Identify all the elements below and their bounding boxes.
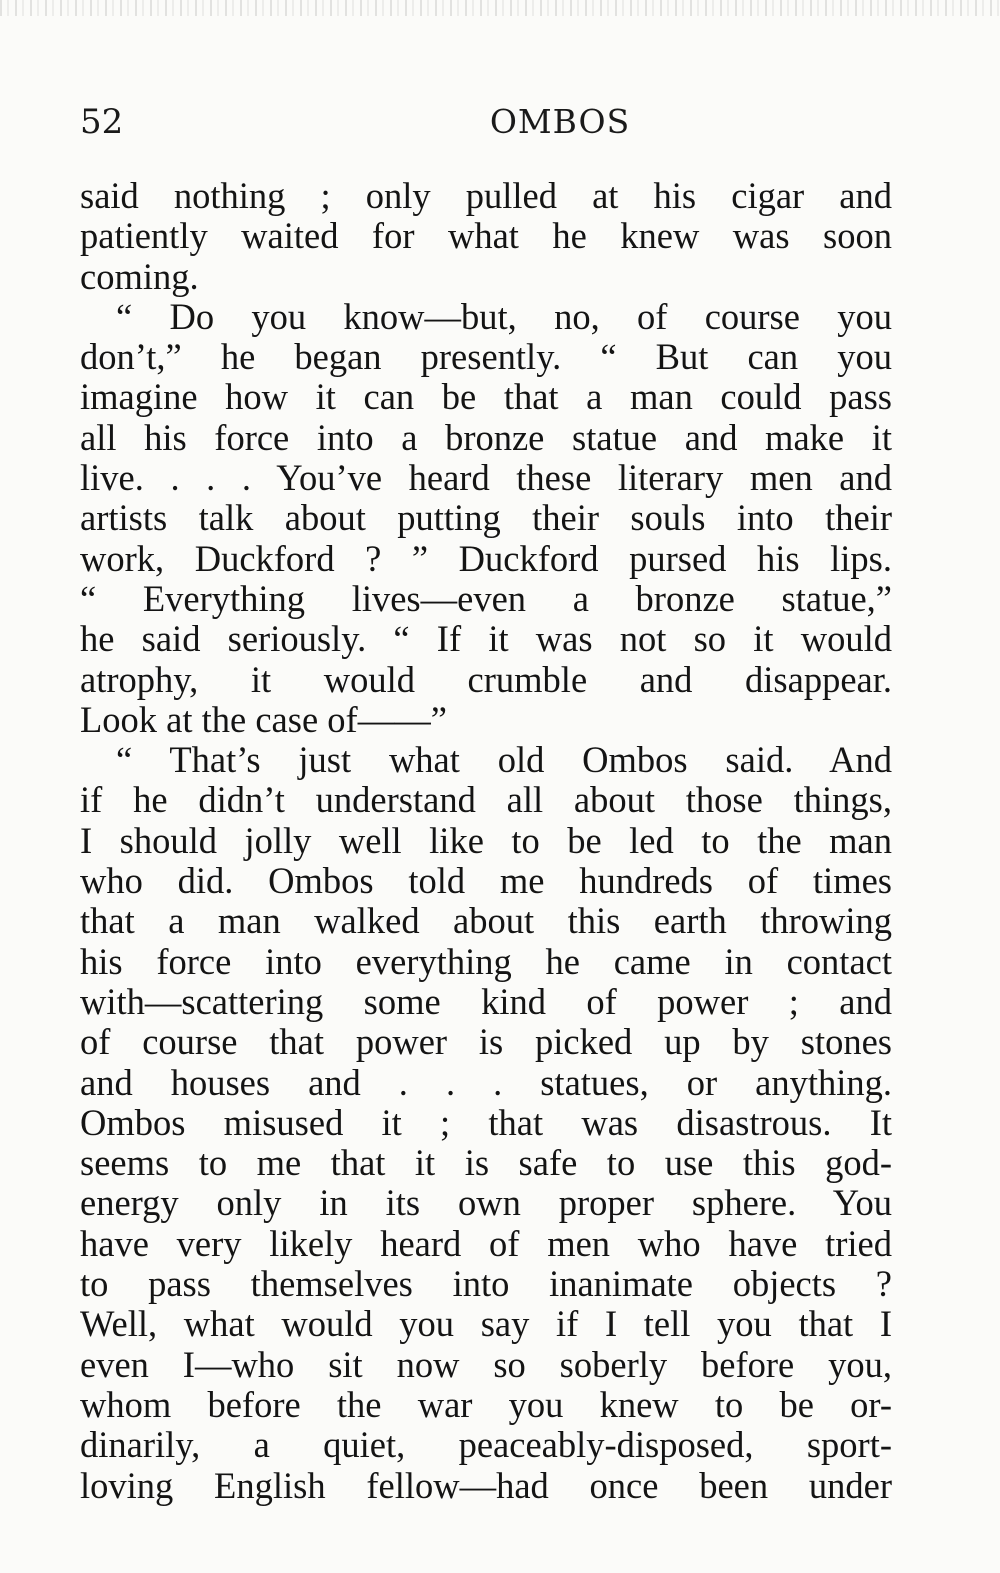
text-line: if he didn’t understand all about those things,: [80, 779, 892, 821]
text-line: loving English fellow—had once been under: [80, 1464, 892, 1506]
text-line: dinarily, a quiet, peaceably-disposed, sport-: [80, 1424, 892, 1466]
text-line: Look at the case of——”: [80, 698, 447, 740]
scanned-page-edge: [0, 0, 1000, 16]
text-line: energy only in its own proper sphere. You: [80, 1182, 892, 1224]
text-line: Well, what would you say if I tell you that I: [80, 1303, 892, 1345]
running-title: OMBOS: [489, 102, 631, 141]
text-line: said nothing ; only pulled at his cigar and: [80, 175, 892, 216]
text-line: artists talk about putting their souls into their: [80, 497, 892, 539]
text-line: have very likely heard of men who have tried: [80, 1222, 892, 1264]
text-line: that a man walked about this earth throwing: [80, 900, 892, 942]
text-line: his force into everything he came in contact: [80, 940, 892, 982]
text-line: with—scattering some kind of power ; and: [80, 980, 892, 1022]
text-line: seems to me that it is safe to use this god-: [80, 1142, 892, 1184]
text-line: don’t,” he began presently. “ But can you: [80, 336, 892, 378]
text-line: atrophy, it would crumble and disappear.: [80, 658, 892, 700]
text-line: whom before the war you knew to be or-: [80, 1383, 892, 1425]
text-line: to pass themselves into inanimate objects ?: [80, 1263, 892, 1305]
page-header: [80, 98, 892, 148]
text-line: coming.: [80, 255, 199, 297]
text-line: he said seriously. “ If it was not so it would: [80, 618, 892, 660]
text-line: patiently waited for what he knew was soon: [80, 215, 892, 257]
text-line: “ That’s just what old Ombos said. And: [116, 739, 892, 781]
text-line: who did. Ombos told me hundreds of times: [80, 860, 892, 902]
text-line: of course that power is picked up by stones: [80, 1021, 892, 1063]
text-line: I should jolly well like to be led to the man: [80, 819, 892, 861]
text-line: even I—who sit now so soberly before you,: [80, 1343, 892, 1385]
text-line: “ Do you know—but, no, of course you: [116, 295, 892, 337]
page-number: 52: [80, 102, 124, 142]
text-line: Ombos misused it ; that was disastrous. It: [80, 1101, 892, 1143]
text-line: and houses and . . . statues, or anything.: [80, 1061, 892, 1103]
text-line: “ Everything lives—even a bronze statue,”: [80, 577, 892, 619]
body-text: [80, 176, 892, 1506]
text-line: imagine how it can be that a man could pass: [80, 376, 892, 418]
text-line: work, Duckford ? ” Duckford pursed his lips.: [80, 537, 892, 579]
text-line: live. . . . You’ve heard these literary men and: [80, 457, 892, 499]
text-line: all his force into a bronze statue and make it: [80, 416, 892, 458]
